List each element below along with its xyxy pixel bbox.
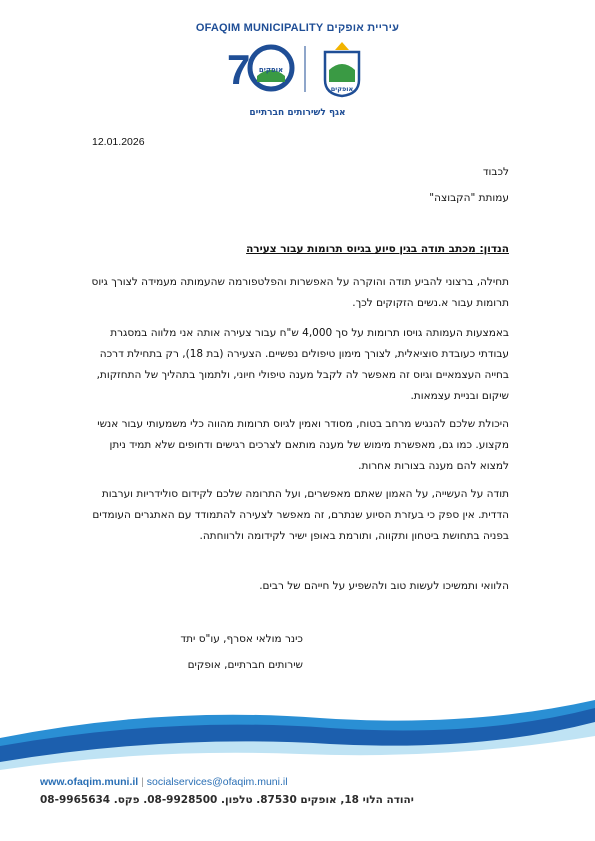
paragraph-platform: היכולת שלכם להנגיש מרחב בטוח, מסודר ואמין לגיוס תרומות מהווה כלי משמעותי עבור אנשי מקצוע. כמו גם, מאפשרת מימוש של מענה מותאם לצרכים רגישים ודחופים שלא תמיד ניתן למצוא להם מענה בצורות אחרות. [97, 418, 509, 472]
footer-contact [40, 776, 288, 788]
logo-left-caption: אופקים [258, 66, 284, 74]
department-name: אגף לשירותים חברתיים [249, 108, 346, 118]
paragraph-closing: הלוואי ותמשיכו לעשות טוב ולהשפיע על חייהם של רבים. [259, 580, 509, 592]
paragraph-intro: תחילה, ברצוני להביע תודה והוקרה על האפשרות והפלטפורמה שהעמותה מעמידה לצורך גיוס תרומות עבור א.נשים הזקוקים לכך. [91, 276, 509, 309]
letter-date: 12.01.2026 [92, 136, 145, 148]
paragraph-donation: באמצעות העמותה גויסו תרומות על סך 4,000 ש"ח עבור צעירה אותה אני מלווה במסגרת עבודתי כעובדת סוציאלית, לצורך מימון טיפולים נפשיים. הצעירה (בת 18), רק בתחילת דרכה בחייה העצמאיים וגיוס זה מאפשר לה לקבל מענה טיפולי חיוני, ולתמוך בתהליך של התחזקות, שיקום ובניית עצמאות. [96, 327, 509, 402]
subject-text: מכתב תודה בגין סיוע בגיוס תרומות עבור צעירה [246, 243, 476, 255]
municipality-name: OFAQIM MUNICIPALITY עיריית אופקים [195, 22, 400, 34]
footer-separator: | [141, 776, 144, 788]
municipality-logos [225, 40, 375, 98]
anniversary-70-logo [227, 46, 292, 93]
recipient: עמותת "הקבוצה" [429, 192, 509, 204]
subject-label: הנדון: [479, 243, 509, 255]
logo-right-caption: אופקים [330, 85, 354, 93]
signature-department: שירותים חברתיים, אופקים [187, 659, 303, 671]
footer-email[interactable]: socialservices@ofaqim.muni.il [146, 776, 288, 788]
city-emblem-logo [325, 42, 359, 96]
subject-line [246, 243, 509, 255]
svg-text:7: 7 [227, 46, 251, 93]
footer-website[interactable]: www.ofaqim.muni.il [40, 776, 139, 788]
footer-address: יהודה הלוי 18, אופקים 87530. טלפון. 08-9928500. פקס. 08-9965634 [40, 794, 414, 806]
paragraph-thanks: תודה על העשייה, על האמון שאתם מאפשרים, ועל התרומה שלכם לקידום סולידריות וערבות הדדית. אין ספק כי בעזרת הסיוע שנתרם, זה מאפשר לצעירה להתמודד עם האתגרים העומדים בפניה בתחושת ביטחון ותקווה, ותורמת באופן ישיר לקידומה ולרווחתה. [92, 488, 509, 542]
salutation: לכבוד [482, 166, 509, 178]
signature-name: כינר מולאי אסרף, עו"ס יתד [180, 633, 303, 645]
footer-wave-decoration [0, 700, 595, 780]
